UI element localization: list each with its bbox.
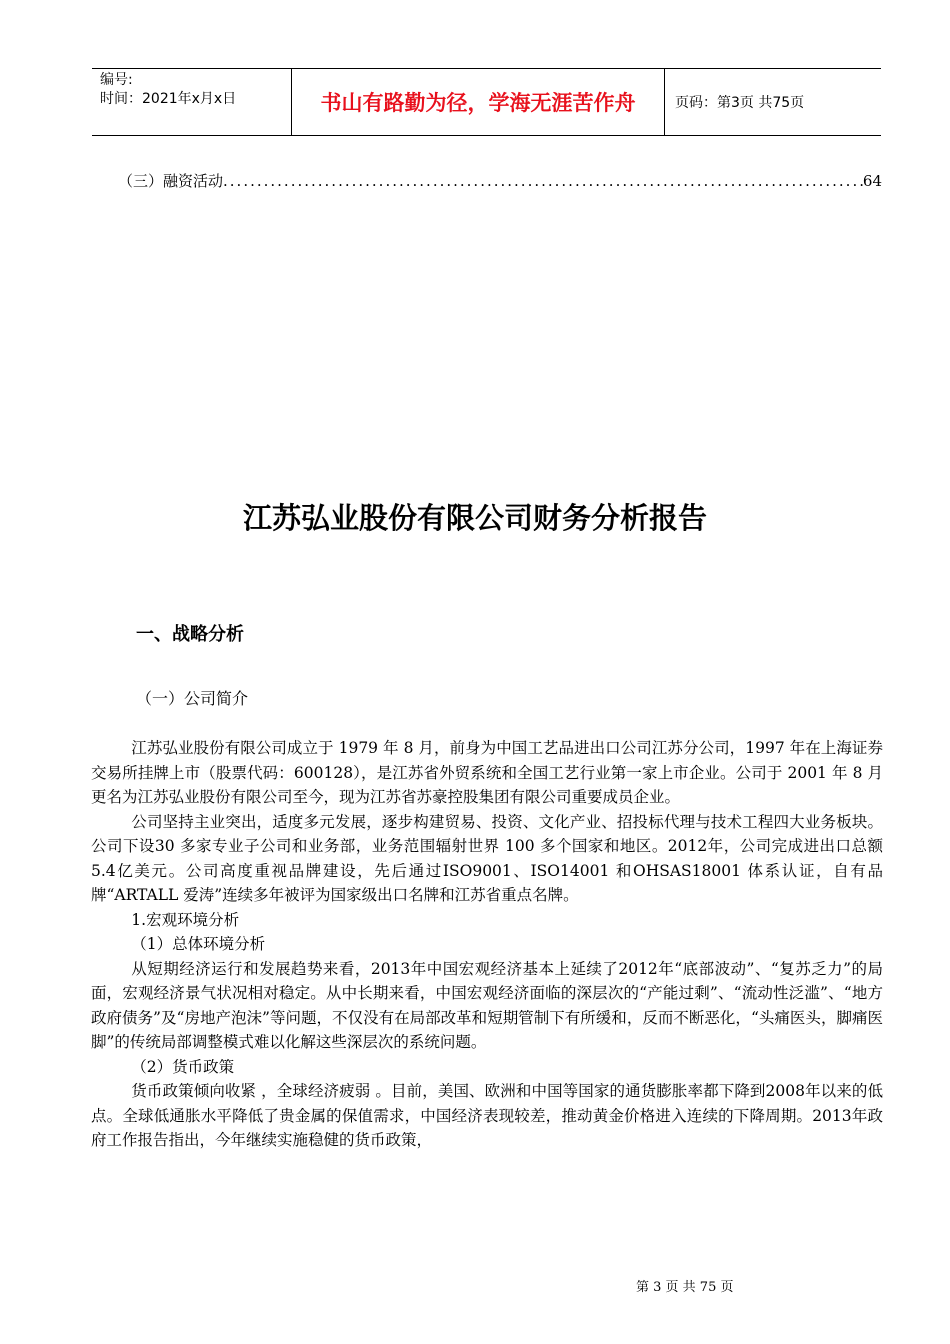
paragraph: 江苏弘业股份有限公司成立于 1979 年 8 月，前身为中国工艺品进出口公司江苏分公司，1997 年在上海证券交易所挂牌上市（股票代码：600128），是江苏省外贸系统和全国工艺行业第一家上市企业。公司于 2001 年 8 月更名为江苏弘业股份有限公司至今，现为江苏省苏豪控股集团有限公司重要成员企业。: [91, 739, 883, 806]
page-info-text: 页码：第3页 共75页: [675, 95, 805, 111]
paragraph: 货币政策倾向收紧 ，全球经济疲弱 。目前，美国、欧洲和中国等国家的通货膨胀率都下降到2008年以来的低点。全球低通胀水平降低了贵金属的保值需求，中国经济表现较差，推动黄金价格进入连续的下降周期。2013年政府工作报告指出，今年继续实施稳健的货币政策，: [91, 1082, 883, 1149]
section-heading: 一、战略分析: [136, 624, 244, 645]
header-motto: [292, 69, 665, 135]
subsection-heading: （一）公司简介: [136, 689, 249, 708]
paragraph: 1.宏观环境分析: [131, 910, 240, 929]
page-header: [92, 68, 881, 136]
header-meta: [92, 69, 292, 135]
serial-label: 编号:: [100, 72, 133, 88]
motto-text: 书山有路勤为径，学海无涯苦作舟: [320, 91, 636, 115]
toc-leader-dots: [223, 172, 863, 190]
paragraph: （1）总体环境分析: [131, 935, 266, 953]
paragraph: 从短期经济运行和发展趋势来看，2013年中国宏观经济基本上延续了2012年“底部波动”、“复苏乏力”的局面，宏观经济景气状况相对稳定。从中长期来看，中国宏观经济面临的深层次的“产能过剩”、“流动性泛滥”、“地方政府债务”及“房地产泡沫”等问题，不仅没有在局部改革和短期管制下有所缓和，反而不断恶化，“头痛医头，脚痛医脚”的传统局部调整模式难以化解这些深层次的系统问题。: [91, 959, 883, 1051]
toc-entry[interactable]: [118, 170, 882, 191]
paragraph: 公司坚持主业突出，适度多元发展，逐步构建贸易、投资、文化产业、招投标代理与技术工程四大业务板块。公司下设30 多家专业子公司和业务部，业务范围辐射世界 100 多个国家和地区。2012年，公司完成进出口总额5.4亿美元。公司高度重视品牌建设，先后通过ISO9001、ISO14001 和OHSAS18001 体系认证，自有品牌“ARTALL 爱涛”连续多年被评为国家级出口名牌和江苏省重点名牌。: [91, 812, 883, 904]
body-text: [91, 736, 883, 1153]
header-page-info: [665, 69, 881, 135]
toc-entry-label: （三）融资活动: [118, 172, 224, 190]
document-title: 江苏弘业股份有限公司财务分析报告: [242, 501, 707, 535]
toc-entry-page: 64: [862, 172, 882, 190]
paragraph: （2）货币政策: [131, 1057, 235, 1076]
time-label: 时间：2021年x月x日: [100, 91, 237, 107]
page-footer: 第 3 页 共 75 页: [636, 1280, 734, 1295]
